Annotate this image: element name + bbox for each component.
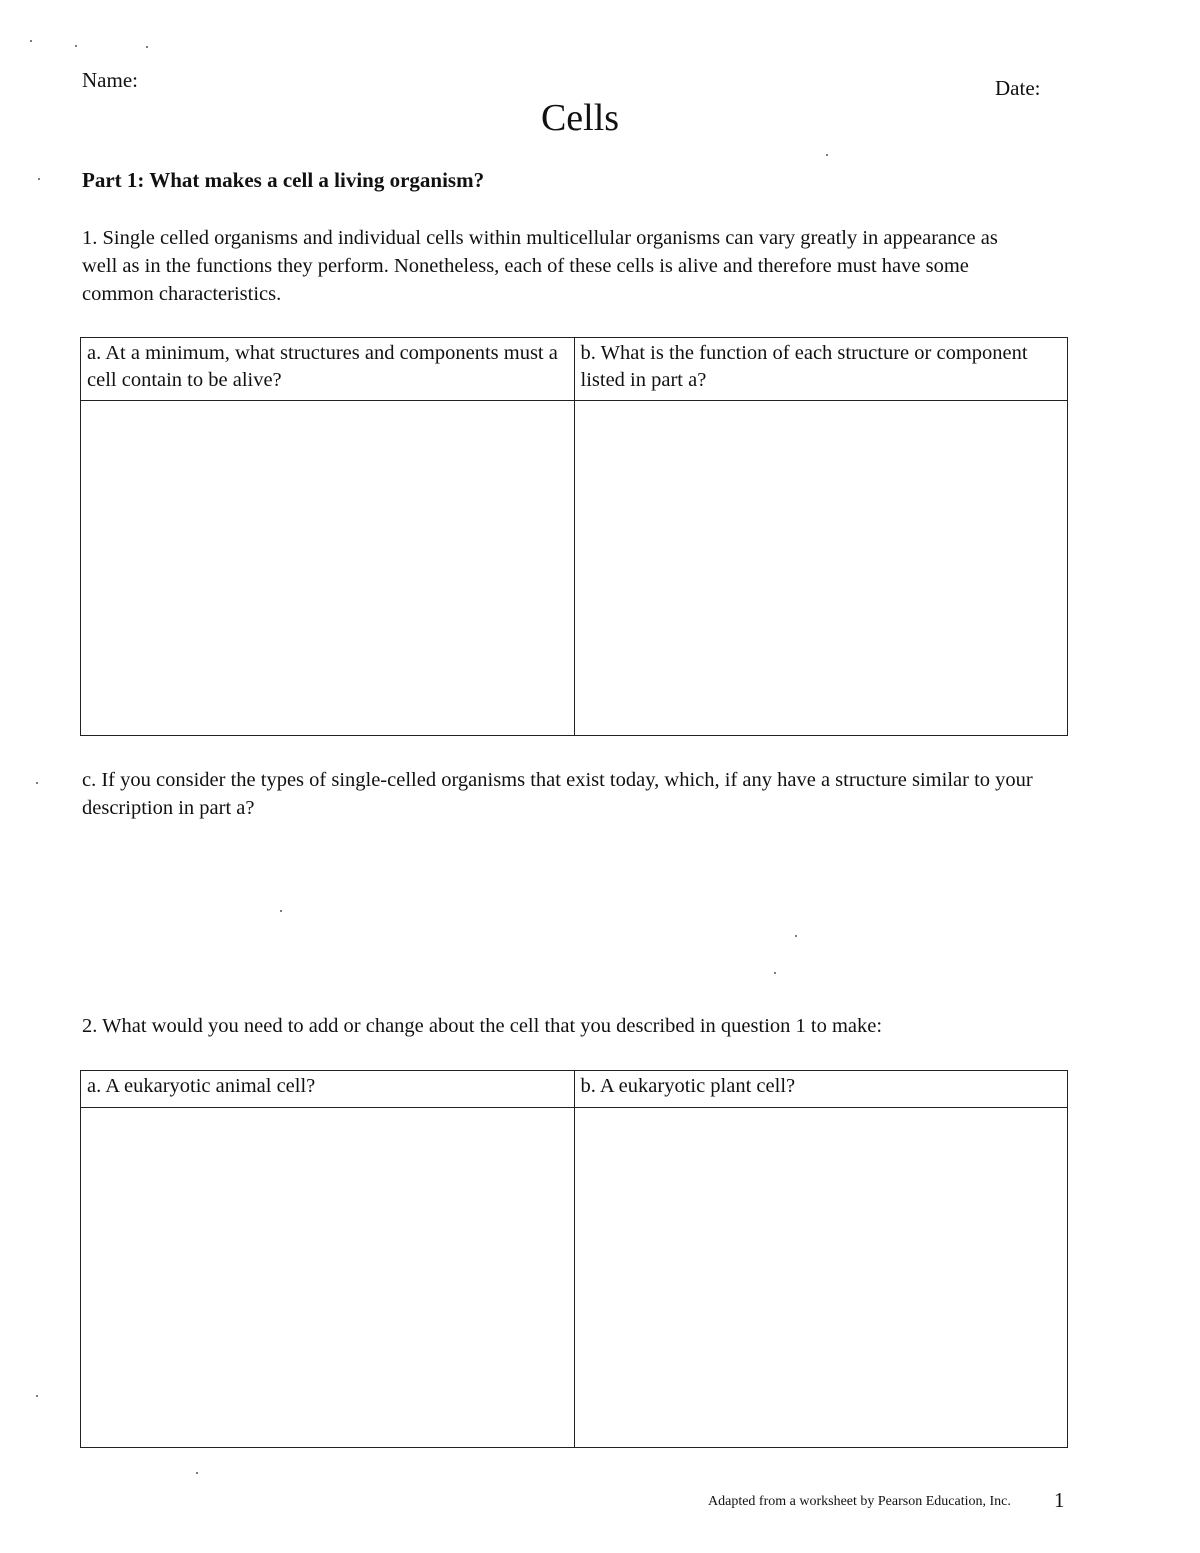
q2-answer-a-cell[interactable] xyxy=(81,1108,575,1448)
scan-speck xyxy=(38,178,40,180)
scan-speck xyxy=(36,782,38,784)
q2-answer-b-cell[interactable] xyxy=(574,1108,1068,1448)
page-number: 1 xyxy=(1054,1488,1065,1512)
scan-speck xyxy=(280,910,282,912)
scan-speck xyxy=(36,1395,38,1397)
footer-credit: Adapted from a worksheet by Pearson Education, Inc. xyxy=(708,1494,1011,1509)
page-title: Cells xyxy=(540,97,620,139)
date-label: Date: xyxy=(995,76,1041,100)
question-2-table xyxy=(80,1070,1068,1448)
question-1-table xyxy=(80,337,1068,736)
scan-speck xyxy=(774,972,776,974)
scan-speck xyxy=(30,40,32,42)
scan-speck xyxy=(196,1472,198,1474)
question-2-text: 2. What would you need to add or change about the cell that you described in question 1 to make: xyxy=(82,1015,883,1037)
scan-speck xyxy=(795,935,797,937)
name-label: Name: xyxy=(82,68,138,92)
q2-col-a-header: a. A eukaryotic animal cell? xyxy=(81,1071,575,1108)
question-1-text: 1. Single celled organisms and individual cells within multicellular organisms can vary greatly in appearance as well as in the functions they perform. Nonetheless, each of these cells is alive and therefore must have some common characteristics. xyxy=(82,227,998,305)
scan-speck xyxy=(75,45,77,47)
q2-col-b-header: b. A eukaryotic plant cell? xyxy=(574,1071,1068,1108)
question-1c-text: c. If you consider the types of single-celled organisms that exist today, which, if any have a structure similar to your description in part a? xyxy=(82,769,1033,819)
q1-answer-b-cell[interactable] xyxy=(574,401,1068,736)
scan-speck xyxy=(146,46,148,48)
q1-col-b-header: b. What is the function of each structure or component listed in part a? xyxy=(574,338,1068,401)
q1-col-a-header: a. At a minimum, what structures and components must a cell contain to be alive? xyxy=(81,338,575,401)
part1-heading: Part 1: What makes a cell a living organism? xyxy=(82,168,485,192)
scan-speck xyxy=(826,154,828,156)
q1-answer-a-cell[interactable] xyxy=(81,401,575,736)
